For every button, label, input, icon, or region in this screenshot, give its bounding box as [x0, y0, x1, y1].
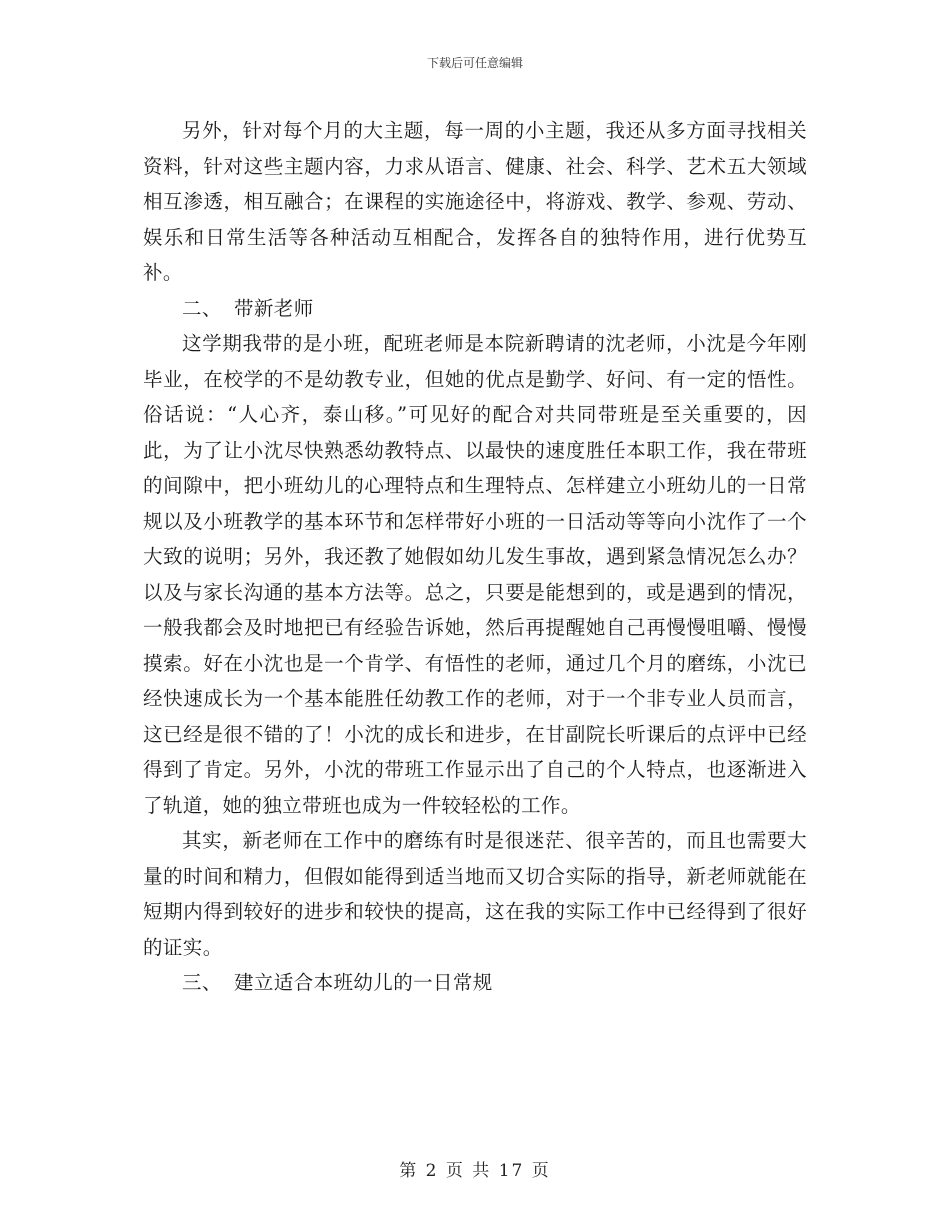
- header-note: 下载后可任意编辑: [426, 56, 523, 70]
- paragraph-training-reflection: 其实，新老师在工作中的磨练有时是很迷茫、很辛苦的，而且也需要大量的时间和精力，但假如能得到适当地而又切合实际的指导，新老师就能在短期内得到较好的进步和较快的提高，这在我的实际工作中已经得到了很好的证实。: [143, 829, 807, 959]
- page-number-footer: 第 2 页 共 17 页: [399, 1161, 551, 1181]
- document-body: [143, 113, 807, 1001]
- paragraph-curriculum: 另外，针对每个月的大主题，每一周的小主题，我还从多方面寻找相关资料，针对这些主题内容，力求从语言、健康、社会、科学、艺术五大领域相互渗透，相互融合；在课程的实施途径中，将游戏、教学、参观、劳动、娱乐和日常生活等各种活动互相配合，发挥各自的独特作用，进行优势互补。: [143, 119, 807, 284]
- section-title: 建立适合本班幼儿的一日常规: [234, 971, 493, 994]
- section-title: 带新老师: [234, 296, 314, 320]
- section-number: 二、: [182, 296, 222, 320]
- section-heading-2: [143, 291, 807, 327]
- section-heading-3: [143, 965, 807, 1001]
- section-number: 三、: [182, 971, 222, 994]
- paragraph-new-teacher: 这学期我带的是小班，配班老师是本院新聘请的沈老师，小沈是今年刚毕业，在校学的不是幼教专业，但她的优点是勤学、好问、有一定的悟性。俗话说：“人心齐，泰山移。”可见好的配合对共同带班是至关重要的，因此，为了让小沈尽快熟悉幼教特点、以最快的速度胜任本职工作，我在带班的间隙中，把小班幼儿的心理特点和生理特点、怎样建立小班幼儿的一日常规以及小班教学的基本环节和怎样带好小班的一日活动等等向小沈作了一个大致的说明；另外，我还教了她假如幼儿发生事故，遇到紧急情况怎么办？以及与家长沟通的基本方法等。总之，只要是能想到的，或是遇到的情况，一般我都会及时地把已有经验告诉她，然后再提醒她自己再慢慢咀嚼、慢慢摸索。好在小沈也是一个肯学、有悟性的老师，通过几个月的磨练，小沈已经快速成长为一个基本能胜任幼教工作的老师，对于一个非专业人员而言，这已经是很不错的了！小沈的成长和进步，在甘副院长听课后的点评中已经得到了肯定。另外，小沈的带班工作显示出了自己的个人特点，也逐渐进入了轨道，她的独立带班也成为一件较轻松的工作。: [143, 332, 807, 817]
